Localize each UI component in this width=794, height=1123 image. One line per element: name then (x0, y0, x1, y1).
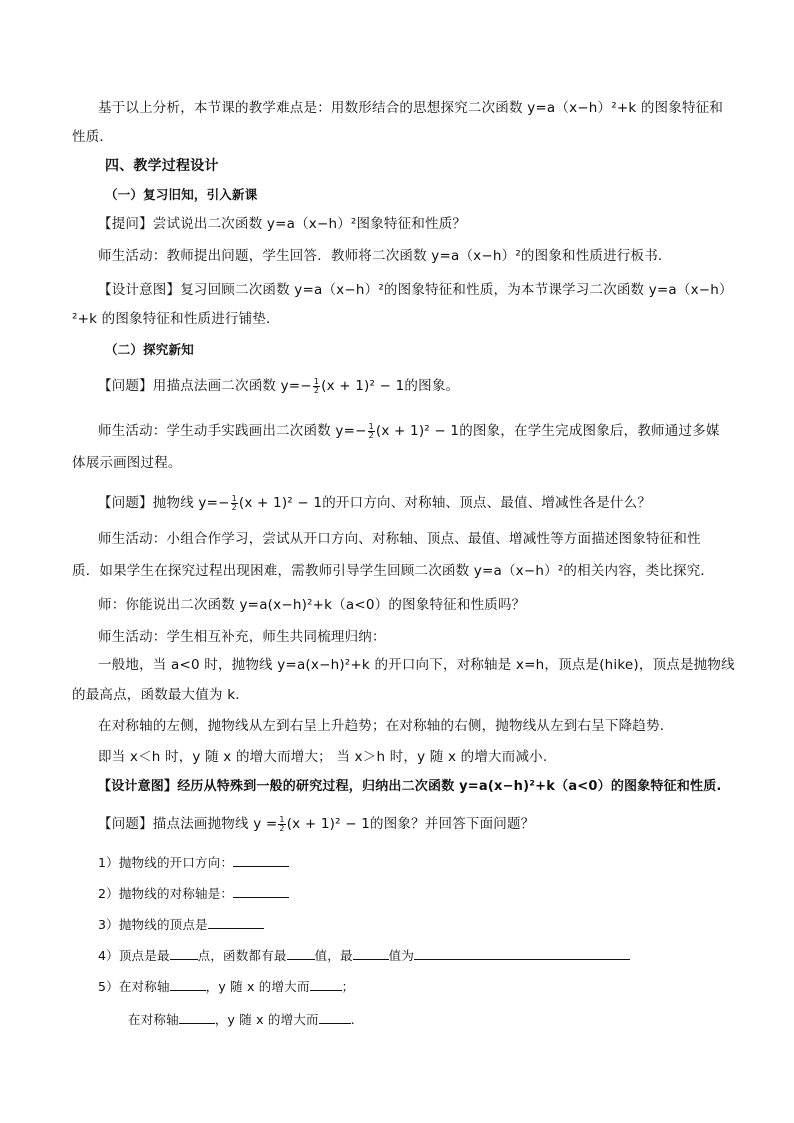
exercise-item-1 (98, 853, 289, 873)
summary-activity: 师生活动：学生相互补充，师生共同梳理归纳： (98, 629, 386, 645)
answer-blank[interactable] (310, 977, 342, 991)
exercise-item-label: 1）抛物线的开口方向： (98, 855, 234, 870)
plot-question-prefix: 【问题】用描点法画二次函数 y= (98, 378, 301, 394)
answer-blank[interactable] (208, 915, 264, 929)
teacher-question: 师：你能说出二次函数 y=a(x−h)²+k（a<0）的图象特征和性质吗？ (98, 597, 526, 613)
item5b-text-c: . (350, 1012, 355, 1027)
plot-question-suffix: 的图象。 (404, 378, 460, 394)
item5b-text-a: 在对称轴 (128, 1012, 179, 1027)
plot-activity-suffix: 的图象，在学生完成图象后，教师通过多媒 (459, 423, 720, 439)
plot-activity-line-2: 体展示画图过程。 (72, 455, 182, 471)
plot-activity-line-1 (98, 421, 720, 441)
exercise-item-label: 2）抛物线的对称轴是： (98, 886, 234, 901)
exercise-question (98, 814, 534, 834)
answer-blank[interactable] (414, 946, 630, 960)
half-fraction (231, 495, 238, 512)
exercise-item-4 (98, 946, 630, 966)
answer-blank[interactable] (233, 884, 289, 898)
fraction-denominator: 2 (279, 823, 285, 833)
fraction-denominator: 2 (231, 502, 237, 512)
trend-description: 在对称轴的左侧，抛物线从左到右呈上升趋势；在对称轴的右侧，抛物线从左到右呈下降趋势． (98, 718, 674, 734)
exercise-item-5b (128, 1010, 355, 1030)
item5-text-a: 5）在对称轴 (98, 979, 170, 994)
item4-text-d: 值为 (388, 948, 415, 963)
exercise-item-2 (98, 884, 289, 904)
answer-blank[interactable] (179, 1010, 215, 1024)
fraction-numerator: 1 (231, 493, 237, 503)
half-fraction (278, 816, 285, 833)
item4-text-a: 4）顶点是最 (98, 948, 170, 963)
design-intent-statement: 【设计意图】经历从特殊到一般的研究过程，归纳出二次函数 y=a(x−h)²+k（a<0）的图象特征和性质. (98, 779, 722, 794)
exercise-question-suffix: 的图象？并回答下面问题？ (370, 816, 535, 832)
difficulty-line-1: 基于以上分析，本节课的教学难点是：用数形结合的思想探究二次函数 y=a（x−h）²+k 的图象特征和 (98, 100, 724, 116)
fraction-numerator: 1 (279, 814, 285, 824)
plot-activity-prefix: 师生活动：学生动手实践画出二次函数 y= (98, 423, 356, 439)
review-intent-line-1: 【设计意图】复习回顾二次函数 y=a（x−h）²的图象特征和性质，为本节课学习二次函数 y=a（x−h） (98, 282, 733, 298)
review-intent-line-2: ²+k 的图象特征和性质进行铺垫． (72, 311, 280, 327)
exercise-item-label: 3）抛物线的顶点是 (98, 917, 208, 932)
fraction-denominator: 2 (313, 385, 320, 395)
item4-text-b: 点，函数都有最 (197, 948, 287, 963)
summary-line-2: 的最高点，函数最大值为 k. (72, 687, 240, 703)
quadratic-expression: (x + 1)² − 1 (375, 423, 460, 439)
quadratic-expression: (x + 1)² − 1 (321, 378, 405, 394)
summary-line-1: 一般地，当 a<0 时，抛物线 y=a(x−h)²+k 的开口向下，对称轴是 x=h，顶点是(hike)，顶点是抛物线 (98, 657, 735, 673)
item5-text-b: ，y 随 x 的增大而 (205, 979, 310, 994)
group-activity-line-1: 师生活动：小组合作学习，尝试从开口方向、对称轴、顶点、最值、增减性等方面描述图象特征和性 (98, 531, 701, 547)
exercise-item-3 (98, 915, 264, 935)
item4-text-c: 值，最 (314, 948, 353, 963)
section-heading: 四、教学过程设计 (105, 158, 219, 174)
exercise-question-prefix: 【问题】描点法画抛物线 y = (98, 816, 278, 832)
difficulty-line-2: 性质． (72, 129, 114, 145)
monotonicity-statement: 即当 x＜h 时，y 随 x 的增大而增大； 当 x＞h 时，y 随 x 的增大而减小. (98, 749, 548, 765)
answer-blank[interactable] (319, 1010, 351, 1024)
part2-heading: （二）探究新知 (105, 342, 194, 357)
answer-blank[interactable] (233, 853, 289, 867)
item5b-text-b: ，y 随 x 的增大而 (214, 1012, 319, 1027)
minus-sign: − (218, 495, 230, 511)
answer-blank[interactable] (353, 946, 389, 960)
plot-question (98, 376, 459, 396)
item5-text-c: ； (341, 979, 355, 994)
part1-heading: （一）复习旧知，引入新课 (105, 187, 258, 202)
answer-blank[interactable] (287, 946, 315, 960)
answer-blank[interactable] (170, 946, 198, 960)
parabola-question-suffix: 的开口方向、对称轴、顶点、最值、增减性各是什么？ (322, 495, 652, 511)
minus-sign: − (355, 423, 367, 439)
parabola-question-prefix: 【问题】抛物线 y= (98, 495, 219, 511)
fraction-numerator: 1 (313, 376, 320, 386)
quadratic-expression: (x + 1)² − 1 (238, 495, 323, 511)
group-activity-line-2: 质．如果学生在探究过程出现困难，需教师引导学生回顾二次函数 y=a（x−h）²的相关内容，类比探究． (72, 563, 715, 579)
parabola-question (98, 493, 651, 513)
fraction-denominator: 2 (368, 430, 374, 440)
fraction-numerator: 1 (368, 421, 374, 431)
half-fraction (368, 423, 375, 440)
exercise-item-5 (98, 977, 354, 997)
minus-sign: − (300, 378, 312, 394)
review-activity: 师生活动：教师提出问题，学生回答．教师将二次函数 y=a（x−h）²的图象和性质进行板书． (98, 248, 672, 264)
half-fraction (313, 378, 320, 395)
answer-blank[interactable] (170, 977, 206, 991)
review-question: 【提问】尝试说出二次函数 y=a（x−h）²图象特征和性质？ (98, 216, 467, 232)
quadratic-expression: (x + 1)² − 1 (286, 816, 370, 832)
